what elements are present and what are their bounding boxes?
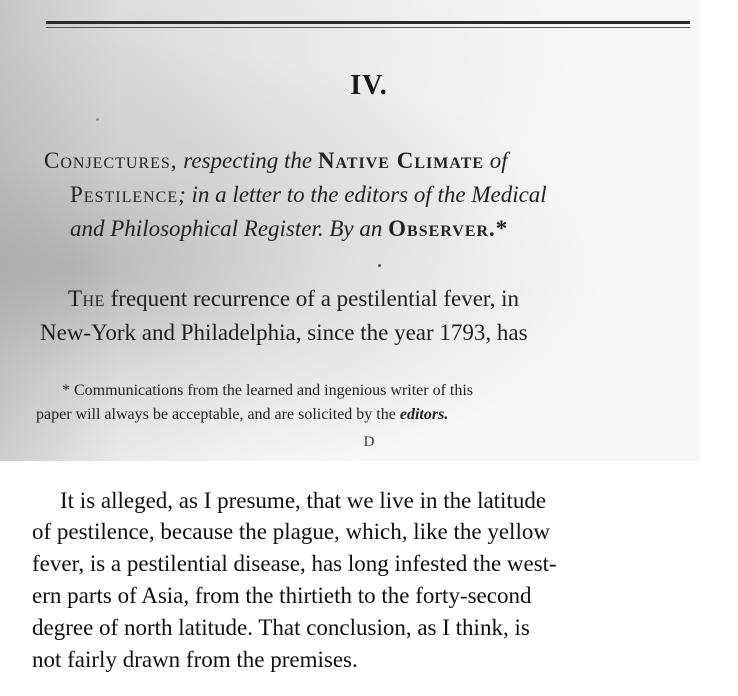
transcribed-line: ern parts of Asia, from the thirtieth to the forty-second (32, 583, 532, 608)
transcribed-line: of pestilence, because the plague, which, like the yellow (32, 519, 550, 544)
heading-of: of (489, 148, 508, 173)
footnote-line-2 (36, 404, 686, 426)
heading-line-1 (44, 144, 696, 178)
transcribed-line: degree of north latitude. That conclusion, as I think, is (32, 615, 530, 640)
heading-register: and Philosophical Register. (70, 216, 324, 241)
heading-pestilence: Pestilence (70, 182, 179, 207)
heading-native-climate: Native Climate (317, 148, 485, 173)
print-speck (378, 264, 381, 267)
heading-respecting: respecting the (183, 148, 313, 173)
heading-line-3 (70, 212, 722, 246)
scan-body-line-2: New-York and Philadelphia, since the year 1793, has (40, 320, 528, 345)
scan-body-lead-word: The (68, 286, 105, 311)
heading-line-2 (70, 178, 722, 212)
heading-letter-to-editors: ; in a letter to the editors of the Medical (178, 182, 547, 207)
footnote-line-2-text: paper will always be acceptable, and are solicited by the (36, 406, 396, 423)
transcribed-line: not fairly drawn from the premises. (32, 647, 358, 672)
top-rule-thin (46, 27, 690, 28)
scan-body-line-1-text: frequent recurrence of a pestilential fever, in (110, 286, 520, 311)
section-numeral: IV. (350, 70, 388, 101)
transcribed-line: fever, is a pestilential disease, has long infested the west- (32, 551, 557, 576)
top-rule-thick (46, 21, 690, 24)
footnote-editors: editors. (399, 406, 449, 423)
heading-observer: Observer.* (388, 216, 509, 241)
heading-conjectures: Conjectures, (44, 148, 178, 173)
transcribed-text-block (0, 461, 738, 696)
transcribed-line: It is alleged, as I presume, that we live in the latitude (60, 488, 547, 513)
scan-body-line-1 (68, 284, 728, 314)
signature-mark: D (363, 434, 375, 450)
footnote-line-1: * Communications from the learned and ingenious writer of this (62, 382, 474, 399)
print-speck (96, 118, 99, 121)
heading-by-an: By an (329, 216, 383, 241)
